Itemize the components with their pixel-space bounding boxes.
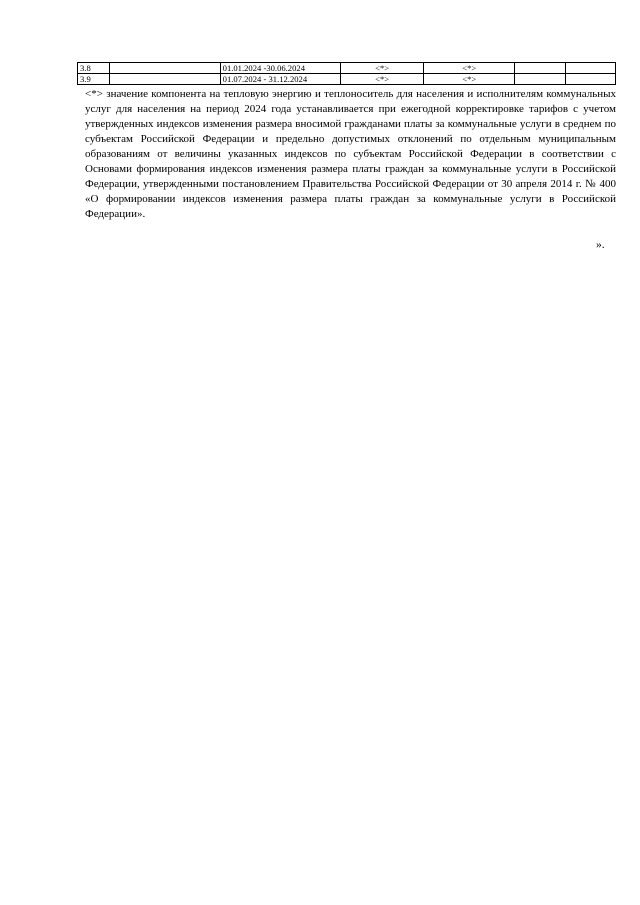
empty-cell bbox=[109, 63, 220, 74]
value-cell: <*> bbox=[424, 63, 515, 74]
row-number-cell: 3.9 bbox=[78, 74, 110, 85]
table-row bbox=[78, 63, 616, 74]
period-cell: 01.07.2024 - 31.12.2024 bbox=[220, 74, 340, 85]
empty-cell bbox=[515, 63, 566, 74]
footnote-paragraph: <*> значение компонента на тепловую энергию и теплоноситель для населения и исполнителям коммунальных услуг для населения на период 2024 года устанавливается при ежегодной корректировке тарифов с учетом утвержденных индексов изменения размера вносимой гражданами платы за коммунальные услуги в среднем по субъектам Российской Федерации и предельно допустимых отклонений по отдельным муниципальным образованиям от величины указанных индексов по субъектам Российской Федерации в соответствии с Основами формирования индексов изменения размера платы граждан за коммунальные услуги в Российской Федерации, утвержденными постановлением Правительства Российской Федерации от 30 апреля 2014 г. № 400 «О формировании индексов изменения размера платы граждан за коммунальные услуги в Российской Федерации». bbox=[85, 88, 616, 220]
empty-cell bbox=[515, 74, 566, 85]
empty-cell bbox=[109, 74, 220, 85]
value-cell: <*> bbox=[340, 74, 424, 85]
closing-quote-mark: ». bbox=[596, 239, 605, 251]
table-row bbox=[78, 74, 616, 85]
tariff-table bbox=[77, 62, 616, 85]
row-number-cell: 3.8 bbox=[78, 63, 110, 74]
value-cell: <*> bbox=[340, 63, 424, 74]
period-cell: 01.01.2024 -30.06.2024 bbox=[220, 63, 340, 74]
empty-cell bbox=[566, 74, 616, 85]
empty-cell bbox=[566, 63, 616, 74]
value-cell: <*> bbox=[424, 74, 515, 85]
